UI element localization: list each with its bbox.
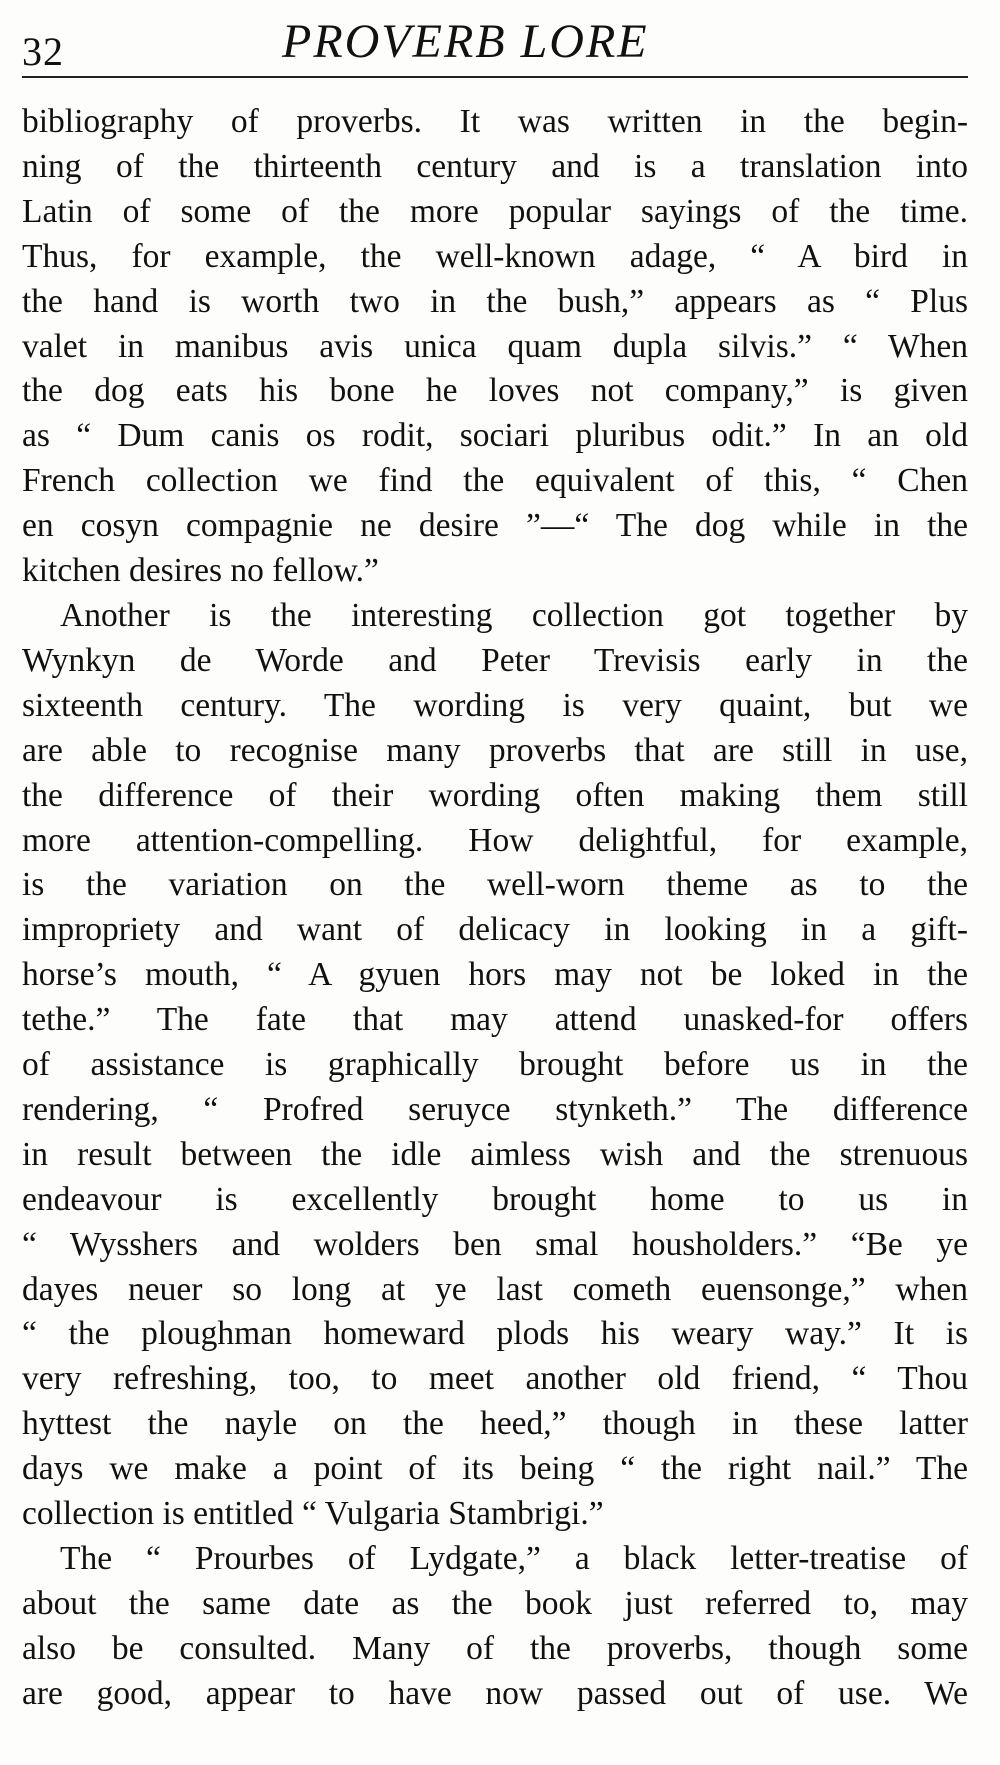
text-line: are able to recognise many proverbs that are still in use, <box>22 731 968 769</box>
text-line: kitchen desires no fellow.” <box>22 552 379 590</box>
body-text <box>22 100 968 1717</box>
text-line: the hand is worth two in the bush,” appears as “ Plus <box>22 282 968 320</box>
text-line: rendering, “ Profred seruyce stynketh.” The difference <box>22 1090 968 1128</box>
text-line: of assistance is graphically brought before us in the <box>22 1046 968 1084</box>
text-line: valet in manibus avis unica quam dupla silvis.” “ When <box>22 327 968 365</box>
text-line: dayes neuer so long at ye last cometh euensonge,” when <box>22 1270 968 1308</box>
text-line: also be consulted. Many of the proverbs, though some <box>22 1629 968 1667</box>
text-line: bibliography of proverbs. It was written in the begin- <box>22 103 968 140</box>
text-line: horse’s mouth, “ A gyuen hors may not be loked in the <box>22 956 968 994</box>
text-line: collection is entitled “ Vulgaria Stambrigi.” <box>22 1495 604 1533</box>
text-line: “ Wysshers and wolders ben smal housholders.” “Be ye <box>22 1225 968 1263</box>
text-line: is the variation on the well-worn theme as to the <box>22 866 968 904</box>
text-line: hyttest the nayle on the heed,” though in these latter <box>22 1405 968 1443</box>
text-line: The “ Prourbes of Lydgate,” a black letter-treatise of <box>60 1540 968 1577</box>
text-line: the dog eats his bone he loves not company,” is given <box>22 372 968 410</box>
text-line: very refreshing, too, to meet another old friend, “ Thou <box>22 1360 968 1398</box>
header-rule <box>22 76 968 78</box>
text-line: are good, appear to have now passed out of use. We <box>22 1674 968 1712</box>
text-line: impropriety and want of delicacy in looking in a gift- <box>22 911 968 949</box>
text-line: more attention-compelling. How delightful, for example, <box>22 821 968 859</box>
text-line: French collection we find the equivalent of this, “ Chen <box>22 462 968 500</box>
text-line: about the same date as the book just referred to, may <box>22 1584 968 1622</box>
page-header <box>22 14 968 78</box>
text-line: the difference of their wording often making them still <box>22 776 968 814</box>
page-number: 32 <box>22 29 64 74</box>
text-line: Latin of some of the more popular sayings of the time. <box>22 192 968 230</box>
text-line: in result between the idle aimless wish and the strenuous <box>22 1135 968 1173</box>
text-line: tethe.” The fate that may attend unasked-for offers <box>22 1001 968 1039</box>
text-line: Wynkyn de Worde and Peter Trevisis early in the <box>22 641 968 679</box>
text-line: “ the ploughman homeward plods his weary way.” It is <box>22 1315 968 1353</box>
running-title: PROVERB LORE <box>282 15 649 68</box>
text-line: Thus, for example, the well-known adage, “ A bird in <box>22 237 968 275</box>
text-line: Another is the interesting collection got together by <box>60 596 968 634</box>
text-line: en cosyn compagnie ne desire ”—“ The dog while in the <box>22 507 968 545</box>
text-line: days we make a point of its being “ the right nail.” The <box>22 1450 968 1488</box>
text-line: endeavour is excellently brought home to us in <box>22 1180 968 1218</box>
text-line: sixteenth century. The wording is very quaint, but we <box>22 686 968 724</box>
text-line: ning of the thirteenth century and is a translation into <box>22 147 968 185</box>
text-line: as “ Dum canis os rodit, sociari pluribus odit.” In an old <box>22 417 968 455</box>
